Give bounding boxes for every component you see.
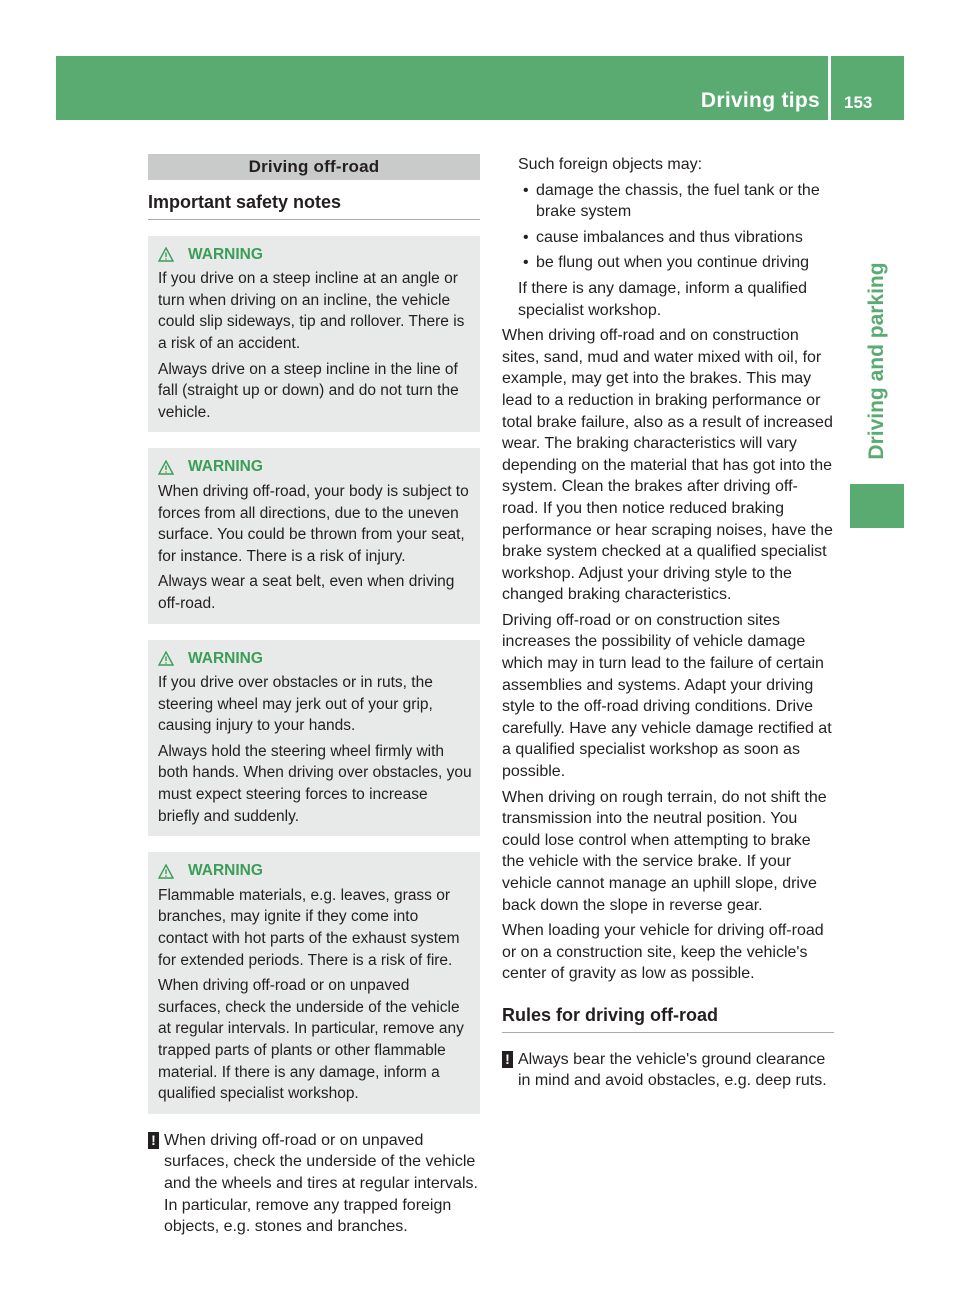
bullet-list [502, 180, 834, 274]
warning-header [158, 860, 472, 882]
warning-label: WARNING [188, 458, 263, 476]
exclamation-icon: ! [502, 1051, 513, 1068]
body-paragraph: When loading your vehicle for driving off-road or on a construction site, keep the vehicle's center of gravity as low as possible. [502, 922, 824, 983]
body-paragraph: When driving off-road and on construction sites, sand, mud and water mixed with oil, for example, may get into the brakes. This may lead to a reduction in braking performance or total brake failure, also as a result of increased wear. The braking characteristics will vary depending on the material that has got into the system. Clean the brakes after driving off-road. If you then notice reduced braking performance or hear scraping noises, have the brake system checked at a qualified specialist workshop. Adjust your driving style to the changed braking characteristics. [502, 327, 833, 604]
subheading-rules: Rules for driving off-road [502, 1005, 834, 1033]
warning-box [148, 236, 480, 433]
intro-text: Such foreign objects may: [518, 156, 703, 173]
warning-text: If you drive on a steep incline at an angle or turn when driving on an incline, the vehicle could slip sideways, tip and rollover. There is a risk of an accident. [158, 270, 465, 352]
side-tab [850, 256, 904, 466]
warning-box [148, 448, 480, 623]
list-item [502, 252, 834, 274]
list-item-text: be flung out when you continue driving [536, 254, 810, 272]
bullet-icon: • [523, 254, 529, 272]
warning-text: Always wear a seat belt, even when driving off-road. [158, 573, 455, 612]
warning-text: Flammable materials, e.g. leaves, grass or branches, may ignite if they come into contact with hot parts of the exhaust system for extended periods. There is a risk of fire. [158, 886, 460, 969]
note [148, 1130, 480, 1238]
page-title: Driving tips [700, 89, 820, 112]
warning-triangle-icon [158, 864, 174, 879]
bullet-icon: • [523, 181, 529, 199]
list-item [502, 227, 834, 249]
list-item-text: cause imbalances and thus vibrations [536, 228, 803, 246]
header-separator [828, 56, 831, 120]
note-text: Always bear the vehicle's ground clearance in mind and avoid obstacles, e.g. deep ruts. [518, 1050, 827, 1090]
list-item-text: damage the chassis, the fuel tank or the brake system [536, 181, 820, 221]
side-block [850, 484, 904, 528]
warning-label: WARNING [188, 649, 263, 667]
warning-box [148, 640, 480, 837]
warning-text: When driving off-road, your body is subject to forces from all directions, due to the uneven surface. You could be thrown from your seat, for instance. There is a risk of injury. [158, 482, 469, 565]
warning-triangle-icon [158, 460, 174, 475]
warning-label: WARNING [188, 862, 263, 880]
section-title: Driving off-road [148, 154, 480, 180]
body-paragraph: When driving on rough terrain, do not shift the transmission into the neutral position. You could lose control when attempting to brake the vehicle with the service brake. If your vehicle cannot manage an uphill slope, drive back down the slope in reverse gear. [502, 788, 827, 914]
exclamation-icon: ! [148, 1132, 159, 1149]
after-bullets-text: If there is any damage, inform a qualified specialist workshop. [518, 279, 808, 319]
warning-box [148, 852, 480, 1114]
body-paragraph: Driving off-road or on construction sites increases the possibility of vehicle damage which may in turn lead to the failure of certain assemblies and systems. Adapt your driving style to the off-road driving conditions. Drive carefully. Have any vehicle damage rectified at a qualified specialist workshop as soon as possible. [502, 611, 832, 781]
subheading-safety-notes: Important safety notes [148, 192, 480, 220]
warning-header [158, 648, 472, 670]
page-number: 153 [844, 93, 873, 112]
side-tab-label: Driving and parking [865, 262, 888, 460]
warning-text: Always drive on a steep incline in the line of fall (straight up or down) and do not turn the vehicle. [158, 360, 459, 421]
warning-header [158, 456, 472, 478]
list-item [502, 180, 834, 223]
warning-header [158, 244, 472, 266]
warning-text: If you drive over obstacles or in ruts, the steering wheel may jerk out of your grip, causing injury to your hands. [158, 674, 433, 735]
warning-text: Always hold the steering wheel firmly with both hands. When driving over obstacles, you must expect steering forces to increase briefly and suddenly. [158, 742, 472, 825]
bullet-icon: • [523, 228, 529, 246]
warning-label: WARNING [188, 245, 263, 263]
right-column [502, 154, 834, 1092]
warning-triangle-icon [158, 247, 174, 262]
note-text: When driving off-road or on unpaved surfaces, check the underside of the vehicle and the wheels and tires at regular intervals. In particular, remove any trapped foreign objects, e.g. stones and branches. [164, 1131, 478, 1236]
warning-text: When driving off-road or on unpaved surfaces, check the underside of the vehicle at regular intervals. In particular, remove any trapped parts of plants or other flammable material. If there is any damage, inform a qualified specialist workshop. [158, 977, 464, 1103]
note [502, 1049, 834, 1092]
left-column [148, 154, 480, 1238]
warning-triangle-icon [158, 651, 174, 666]
